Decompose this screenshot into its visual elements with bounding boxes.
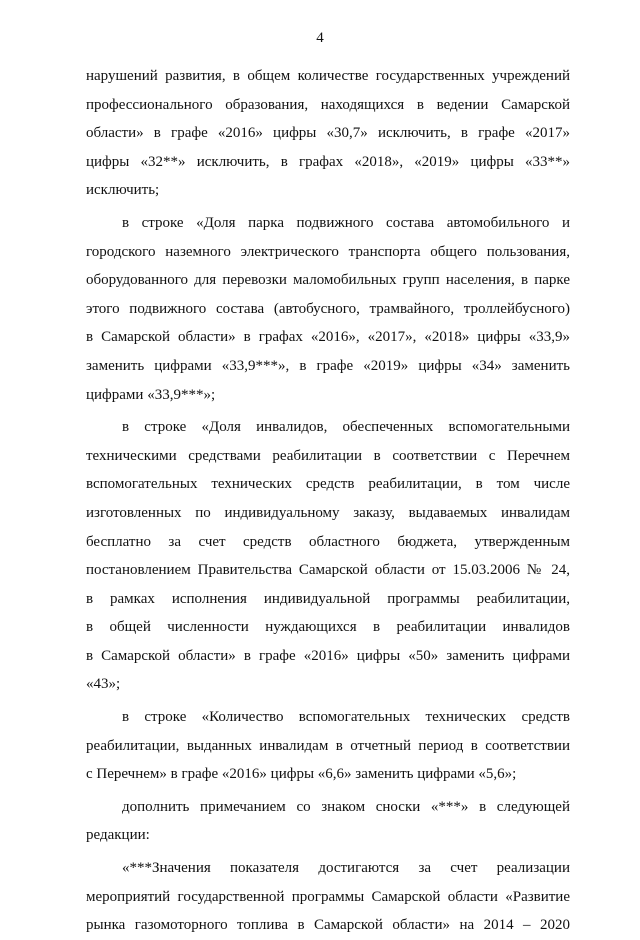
text-line: «***Значения показателя достигаются за счет реализации (122, 860, 570, 877)
text-line: с Перечнем» в графе «2016» цифры «6,6» заменить цифрами «5,6»; (86, 766, 517, 783)
text-line: нарушений развития, в общем количестве государственных учреждений (86, 68, 570, 84)
text-line: цифрами «33,9***»; (86, 386, 216, 403)
paragraph (86, 703, 570, 789)
text-line: дополнить примечанием со знаком сноски «***» в следующей (122, 798, 570, 815)
text-line: в общей численности нуждающихся в реабилитации инвалидов (86, 619, 570, 636)
text-line: редакции: (86, 827, 150, 844)
text-line: оборудованного для перевозки маломобильных групп населения, в парке (86, 272, 570, 289)
paragraph (86, 62, 570, 205)
text-line: реабилитации, выданных инвалидам в отчетный период в соответствии (86, 737, 570, 754)
text-line: в Самарской области» в графе «2016» цифры «50» заменить цифрами (86, 647, 570, 664)
text-line: заменить цифрами «33,9***», в графе «2019» цифры «34» заменить (86, 357, 570, 374)
text-line: цифры «32**» исключить, в графах «2018», «2019» цифры «33**» (86, 153, 570, 170)
text-line: в строке «Доля парка подвижного состава автомобильного и (122, 214, 570, 231)
text-line: бесплатно за счет средств областного бюджета, утвержденным (86, 533, 570, 550)
page-number: 4 (316, 30, 324, 46)
paragraph (86, 854, 570, 940)
paragraph (86, 209, 570, 409)
text-line: в строке «Доля инвалидов, обеспеченных вспомогательными (122, 419, 570, 436)
text-line: этого подвижного состава (автобусного, трамвайного, троллейбусного) (86, 300, 570, 317)
text-line: постановлением Правительства Самарской области от 15.03.2006 № 24, (86, 562, 570, 579)
text-line: изготовленных по индивидуальному заказу, выдаваемых инвалидам (86, 504, 570, 521)
text-line: в строке «Количество вспомогательных технических средств (122, 709, 570, 726)
text-line: вспомогательных технических средств реабилитации, в том числе (86, 476, 570, 493)
text-line: техническими средствами реабилитации в соответствии с Перечнем (86, 447, 570, 464)
paragraph (86, 413, 570, 699)
paragraph (86, 793, 570, 850)
text-line: области» в графе «2016» цифры «30,7» исключить, в графе «2017» (86, 125, 570, 142)
text-line: в Самарской области» в графах «2016», «2017», «2018» цифры «33,9» (86, 329, 570, 346)
text-line: «43»; (86, 676, 121, 693)
text-line: профессионального образования, находящихся в ведении Самарской (86, 96, 570, 113)
text-line: мероприятий государственной программы Самарской области «Развитие (86, 888, 570, 905)
text-line: в рамках исполнения индивидуальной программы реабилитации, (86, 590, 570, 607)
text-line: городского наземного электрического транспорта общего пользования, (86, 243, 570, 260)
document-body (86, 62, 570, 940)
text-line: рынка газомоторного топлива в Самарской области» на 2014 – 2020 (86, 917, 570, 934)
text-line: исключить; (86, 182, 160, 199)
